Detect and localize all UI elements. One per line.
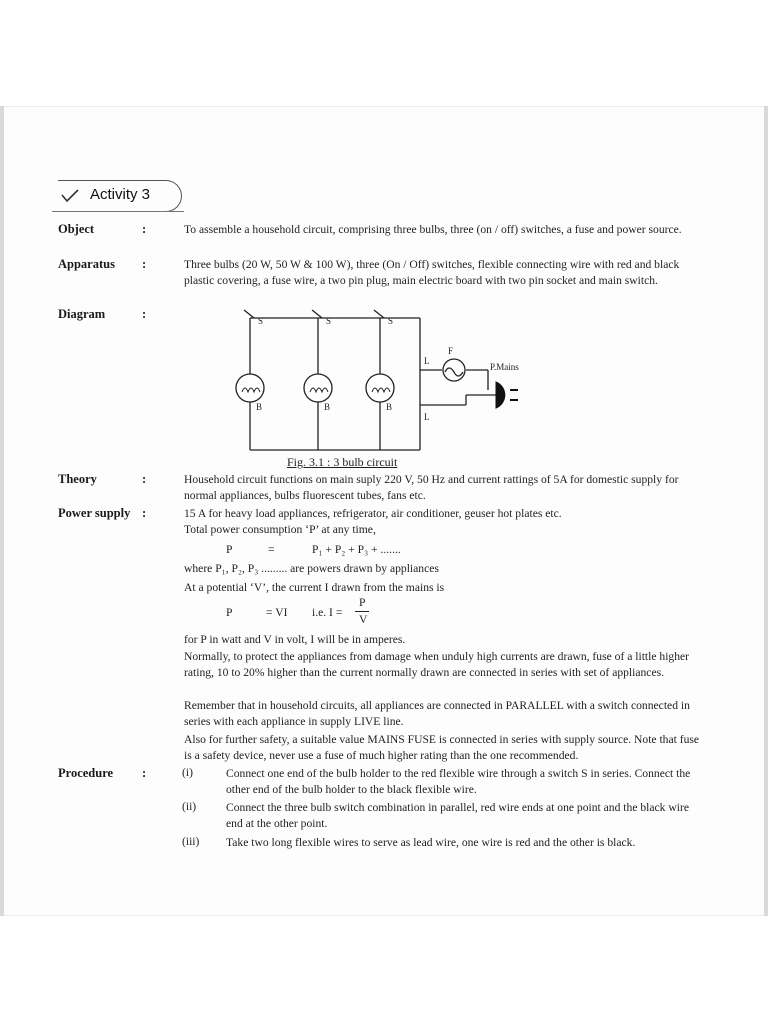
bulb-label-1: B [256, 402, 263, 412]
power-supply-label: Power supply [58, 506, 131, 520]
eq2-lhs: P [226, 606, 233, 619]
power-line-4: At a potential ‘V’, the current I drawn from the mains is [184, 581, 445, 594]
apparatus-label: Apparatus [58, 257, 115, 271]
power-line-1: 15 A for heavy load appliances, refrigerator, air conditioner, geuser hot plates etc. [184, 507, 562, 520]
eq1-lhs: P [226, 543, 233, 556]
activity-underline [52, 211, 184, 212]
fuse-label: F [448, 346, 454, 356]
power-para-1: Normally, to protect the appliances from damage when unduly high currents are drawn, fuse of a little higher rating, 10 to 20% higher than the current normally drawn are connected in series with set of appliances. [184, 650, 690, 679]
step-number-1: (i) [182, 766, 193, 779]
eq2-numerator: P [359, 596, 366, 609]
bulb-label-2: B [324, 402, 331, 412]
eq2-rhs: = VI [266, 606, 288, 619]
switch-label-2: S [326, 316, 332, 326]
page-edge-left [0, 106, 4, 916]
fraction-bar [355, 611, 369, 612]
mains-label: P.Mains [490, 362, 519, 372]
step-text-2: Connect the three bulb switch combination in parallel, red wire ends at one point and the black wire end at the other point. [226, 801, 689, 830]
bulb-icon [236, 374, 394, 402]
circuit-diagram [220, 300, 540, 460]
object-label: Object [58, 222, 95, 236]
power-line-5: for P in watt and V in volt, I will be in amperes. [184, 633, 406, 646]
eq1-rhs: P₁ + P₂ + P₃ + ....... [312, 543, 401, 556]
switch-label-3: S [388, 316, 394, 326]
theory-colon: : [142, 472, 147, 486]
bulb-label-3: B [386, 402, 393, 412]
procedure-label: Procedure [58, 766, 114, 780]
activity-title: Activity 3 [90, 186, 151, 203]
fuse-icon [443, 359, 465, 381]
apparatus-colon: : [142, 257, 147, 271]
check-icon [60, 186, 80, 206]
power-supply-colon: : [142, 506, 147, 520]
object-text: To assemble a household circuit, comprising three bulbs, three (on / off) switches, a fuse and power source. [184, 223, 682, 236]
step-number-3: (iii) [182, 835, 200, 848]
step-text-3: Take two long flexible wires to serve as lead wire, one wire is red and the other is black. [226, 836, 636, 849]
procedure-colon: : [142, 766, 147, 780]
apparatus-text: Three bulbs (20 W, 50 W & 100 W), three (On / Off) switches, flexible connecting wire with red and black plastic covering, a fuse wire, a two pin plug, main electric board with two pin socket and main switch. [184, 258, 680, 287]
power-para-2: Remember that in household circuits, all appliances are connected in PARALLEL with a switch connected in series with each appliance in supply LIVE line. [184, 699, 690, 728]
power-para-3: Also for further safety, a suitable value MAINS FUSE is connected in series with supply source. Note that fuse is a safety device, never use a fuse of much higher rating than the one recommended. [184, 733, 700, 762]
switch-label-1: S [258, 316, 264, 326]
power-line-2: Total power consumption ‘P’ at any time, [184, 523, 376, 536]
theory-text: Household circuit functions on main suply 220 V, 50 Hz and current rattings of 5A for domestic supply for normal appliances, bulbs fluorescent tubes, fans etc. [184, 473, 679, 502]
figure-caption: Fig. 3.1 : 3 bulb circuit [287, 455, 398, 469]
theory-label: Theory [58, 472, 97, 486]
object-colon: : [142, 222, 147, 236]
eq2-ie: i.e. I = [312, 606, 343, 619]
page-edge-right [764, 106, 768, 916]
l2-label: L [424, 412, 430, 422]
power-line-3: where P₁, P₂, P₃ ......... are powers drawn by appliances [184, 562, 439, 575]
step-text-1: Connect one end of the bulb holder to the red flexible wire through a switch S in series. Connect the other end of the bulb holder to the black flexible wire. [226, 767, 691, 796]
step-number-2: (ii) [182, 800, 197, 813]
l1-label: L [424, 356, 430, 366]
diagram-label: Diagram [58, 307, 106, 321]
diagram-colon: : [142, 307, 147, 321]
plug-icon [496, 382, 518, 408]
eq1-eq: = [268, 543, 275, 556]
eq2-denominator: V [359, 613, 368, 626]
